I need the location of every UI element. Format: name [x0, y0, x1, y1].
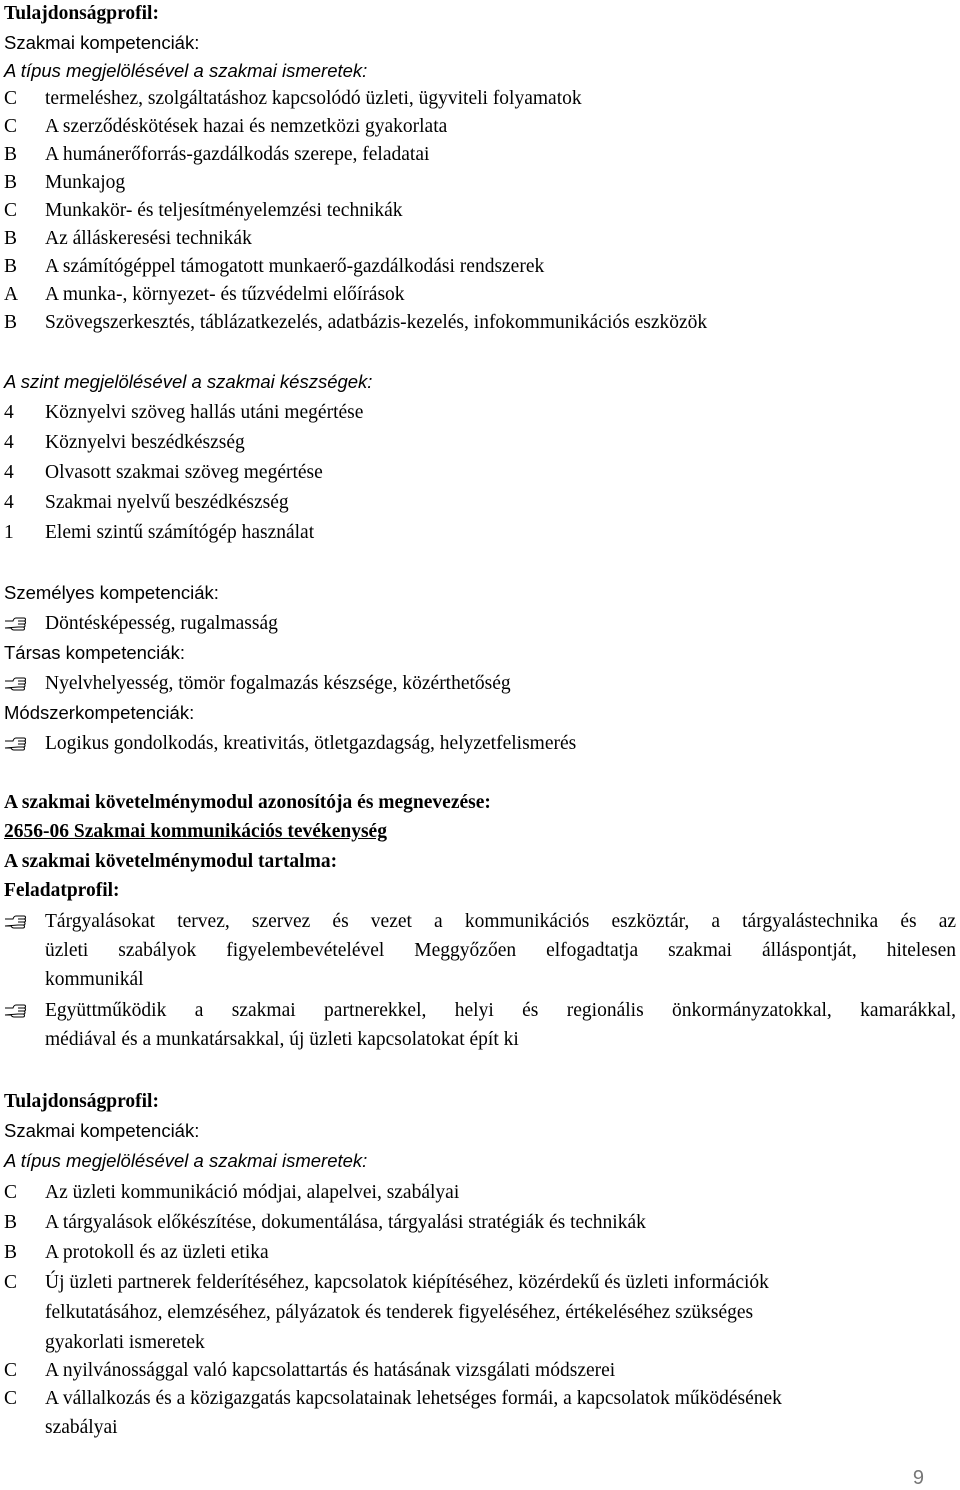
pointing-hand-icon — [4, 734, 34, 754]
skill-level-label: A szint megjelölésével a szakmai készségek: — [4, 371, 373, 392]
pointing-hand-icon — [4, 674, 34, 694]
pointing-hand-icon — [4, 912, 34, 932]
personal-competency-label: Személyes kompetenciák: — [4, 582, 219, 603]
knowledge-type-label: A típus megjelölésével a szakmai ismeretek: — [4, 60, 368, 81]
module-id-heading: A szakmai követelménymodul azonosítója és megnevezése: — [4, 792, 491, 813]
page-number: 9 — [912, 1467, 924, 1489]
task-text: Tárgyalásokat tervez, szervez és vezet a kommunikációs eszköztár, a tárgyalástechnika és az üzleti szabályok figyelembevételével Meggyőzően elfogadtatja szakmai álláspontját, hitelesen kommunikál — [45, 911, 956, 990]
document-page: Tulajdonságprofil: Szakmai kompetenciák: A típus megjelölésével a szakmai ismeretek: C termeléshez, szolgáltatáshoz kapcsolódó üzleti, ügyviteli folyamatok C A szerződéskötések hazai és nemzetközi gyakorlata B A humánerőforrás-gazdálkodás szerepe, feladatai B Munkajog C Munkakör- és teljesítményelemzési technikák B Az álláskeresési technikák B A számítógéppel támogatott munkaerő-gazdálkodási rendszerek A A munka-, környezet- és tűzvédelmi előírások B Szövegszerkesztés, táblázatkezelés, adatbázis-kezelés, infokommunikációs eszközök A szint megjelölésével a szakmai készségek: 4 Köznyelvi szöveg hallás utáni megértése 4 Köznyelvi beszédkészség 4 Olvasott szakmai szöveg megértése 4 Szakmai nyelvű beszédkészség 1 Elemi szintű számítógép használat Személyes kompetenciák: Döntésképesség, rugalmasság Társas kompetenciák: Nyelvhelyesség, tömör fogalmazás készsége, közérthetőség Módszerkompetenciák: Logikus gondolkodás, kreativitás, ötletgazdagság, helyzetfelismerés A szakmai követelménymodul azonosítója és megnevezése: 2656-06 Szakmai kommunikációs tevékenység A szakmai követelménymodul tartalma: Feladatprofil: Tárgyalásokat tervez, szervez és vezet a kommunikációs eszköztár, a tárgyalástechnika és az üzleti szabályok figyelembevételével Meggyőzően elfogadtatja szakmai álláspontját, hitelesen kommunikál Együttműködik a szakmai partnerekkel, helyi és regionális önkormányzatokkal, kamarákkal, médiával és a munkatársakkal, új üzleti kapcsolatokat épít ki Tulajdonságprofil: Szakmai kompetenciák: A típus megjelölésével a szakmai ismeretek: C Az üzleti kommunikáció módjai, alapelvei, szabályai B A tárgyalások előkészítése, dokumentálása, tárgyalási stratégiák és technikák B A protokoll és az üzleti etika C Új üzleti partnerek felderítéséhez, kapcsolatok kiépítéséhez, közérdekű és üzleti információk felkutatásához, elemzéséhez, pályázatok és tenderek figyeléséhez, értékeléséhez szükséges gyakorlati ismeretek C A nyilvánossággal való kapcsolattartás és hatásának vizsgálati módszerei C A vállalkozás és a közigazgatás kapcsolatainak lehetséges formái, a kapcsolatok működésének szabályai 9 — [4, 3, 956, 1489]
competency-label-2: Szakmai kompetenciák: — [4, 1120, 200, 1141]
pointing-hand-icon — [4, 1001, 34, 1021]
competency-label: Szakmai kompetenciák: — [4, 32, 200, 53]
task-profile-title: Feladatprofil: — [4, 880, 120, 901]
knowledge-type-label-2: A típus megjelölésével a szakmai ismeretek: — [4, 1150, 368, 1171]
module-content-heading: A szakmai követelménymodul tartalma: — [4, 851, 338, 872]
module-id-name: 2656-06 Szakmai kommunikációs tevékenység — [4, 821, 387, 842]
task-text: Együttműködik a szakmai partnerekkel, helyi és regionális önkormányzatokkal, kamarákkal, médiával és a munkatársakkal, új üzleti kapcsolatokat épít ki — [45, 1000, 956, 1050]
social-competency-label: Társas kompetenciák: — [4, 642, 185, 663]
profile-title-2: Tulajdonságprofil: — [4, 1091, 159, 1112]
profile-title: Tulajdonságprofil: — [4, 3, 159, 24]
pointing-hand-icon — [4, 614, 34, 634]
method-competency-label: Módszerkompetenciák: — [4, 702, 195, 723]
